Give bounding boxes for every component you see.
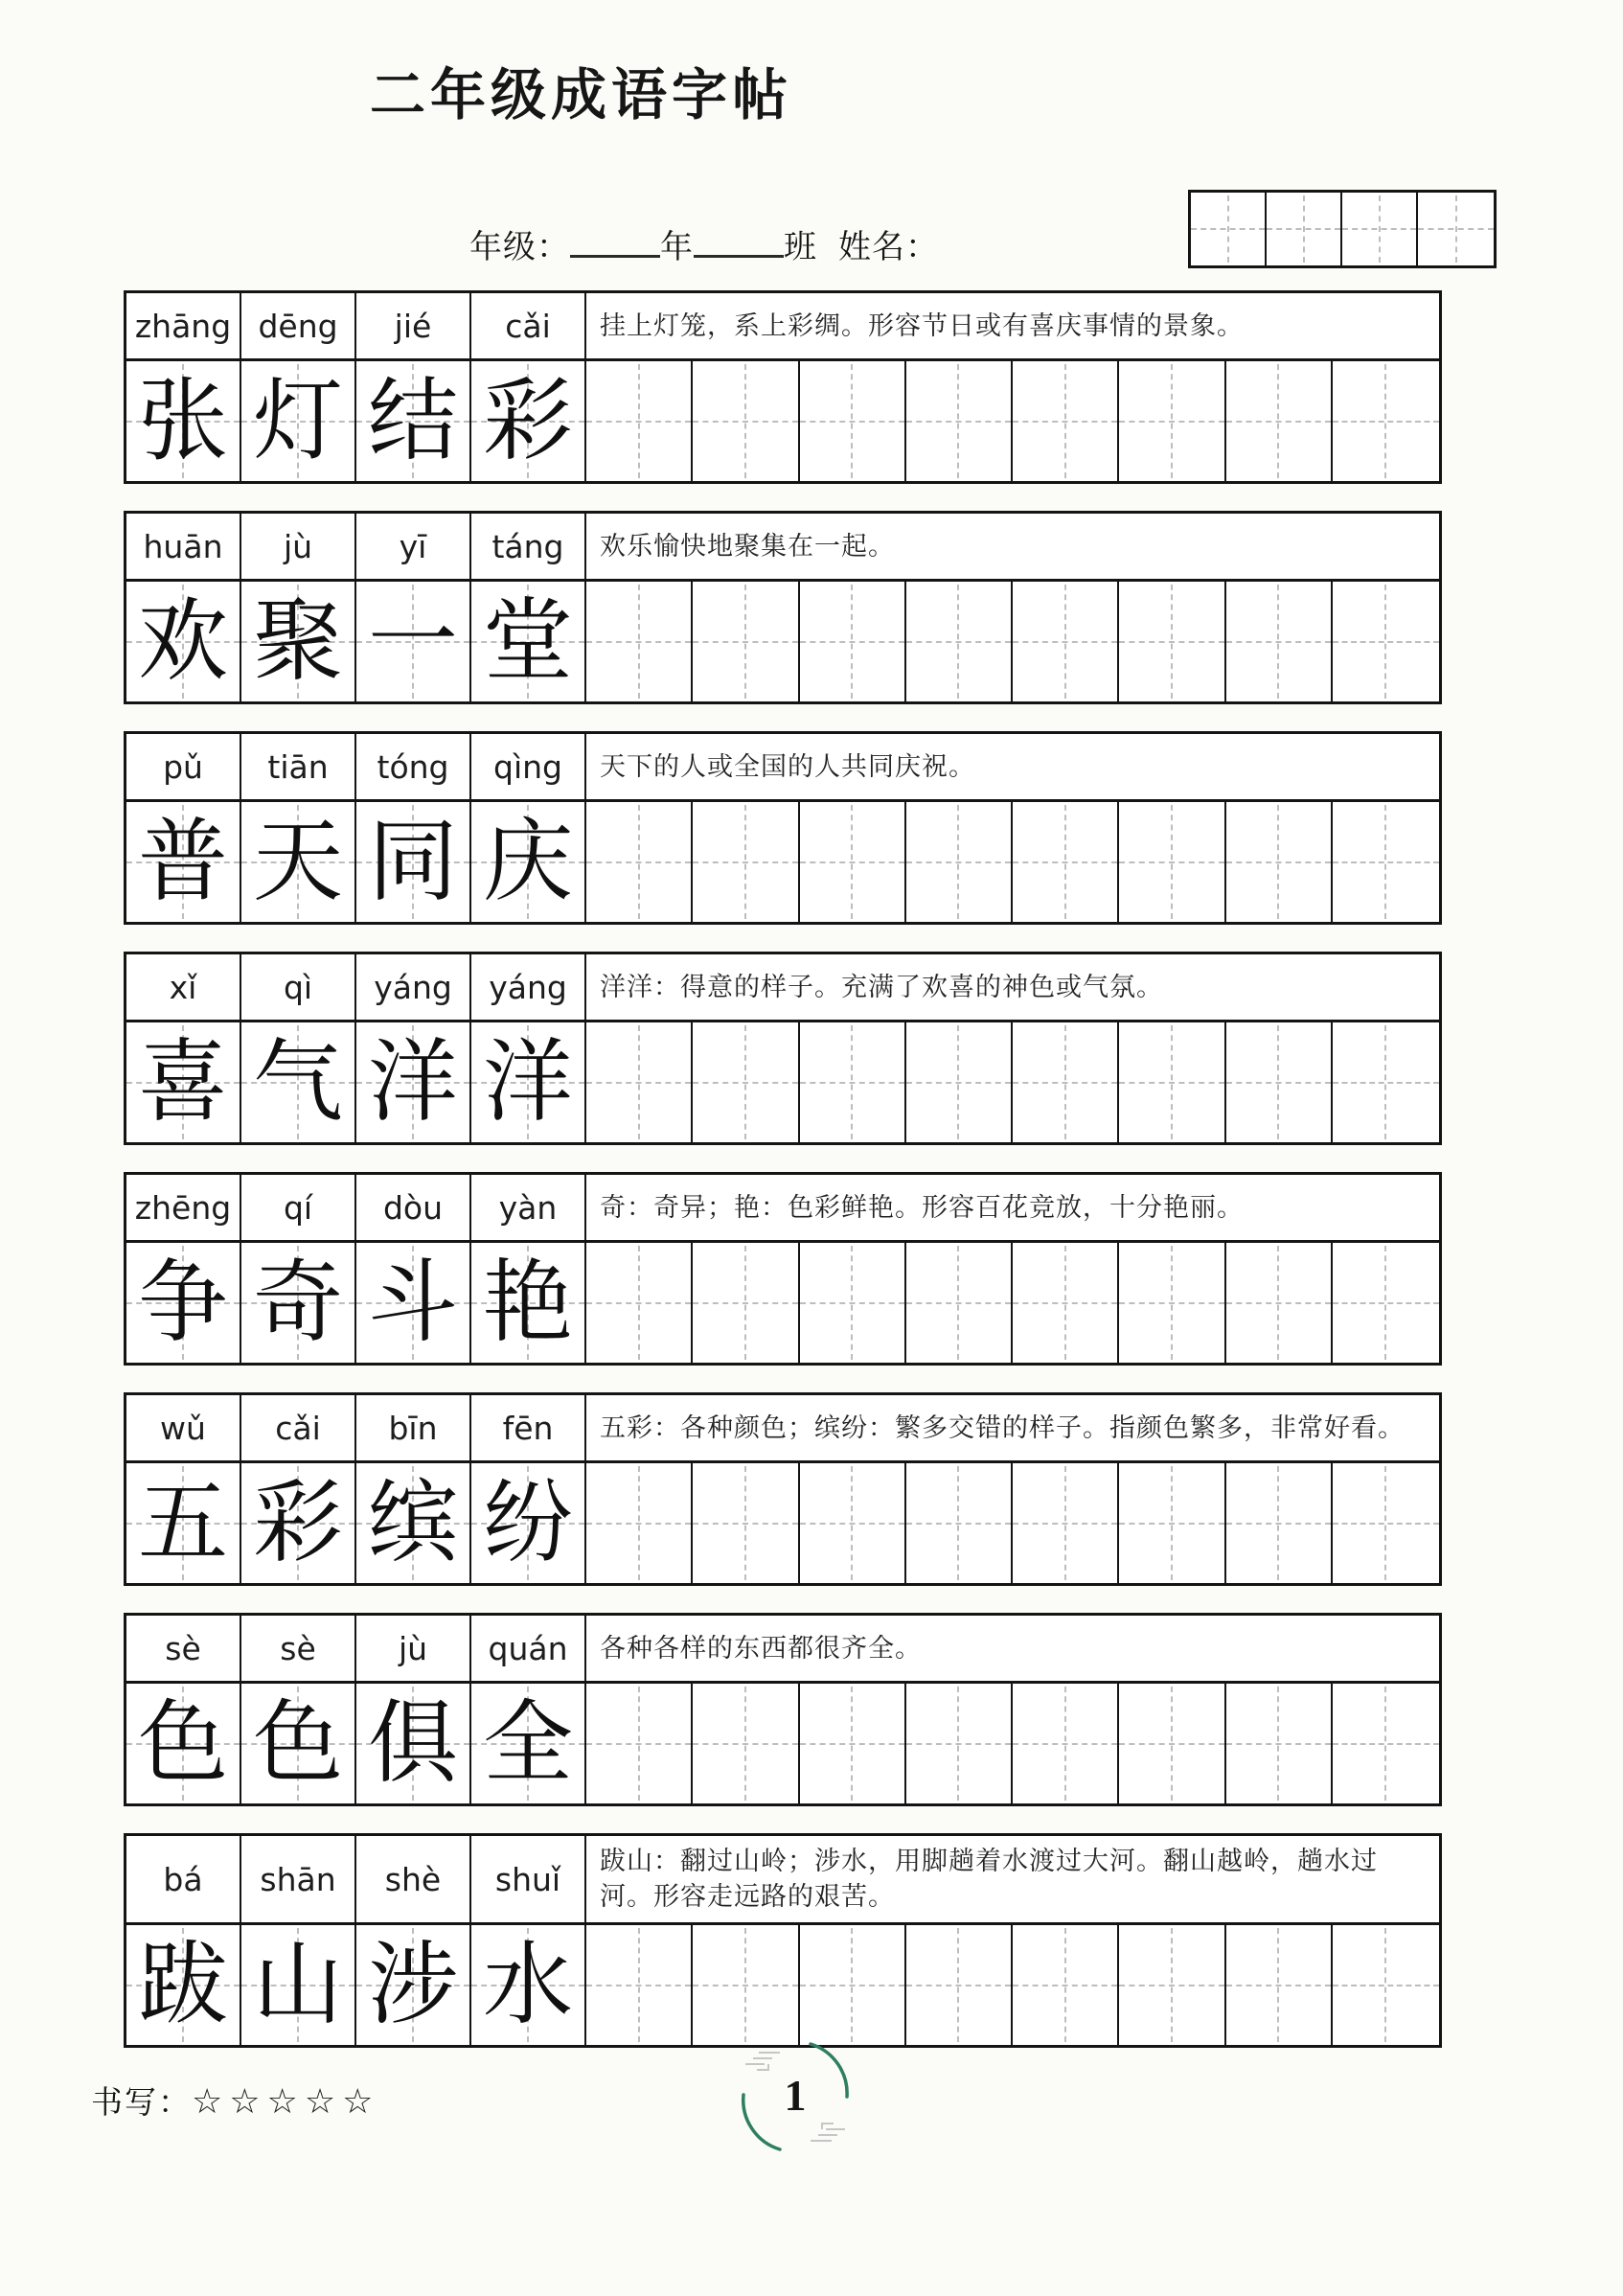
pinyin-text: xǐ [169,968,197,1006]
grade-label: 年级： [469,230,570,265]
practice-cell[interactable] [586,1463,693,1583]
practice-cell[interactable] [800,582,906,701]
character-cell [471,582,586,701]
pinyin-text: zhāng [134,307,232,345]
practice-cell[interactable] [1226,1243,1333,1363]
practice-cell[interactable] [1119,361,1225,481]
practice-cell[interactable] [1119,1684,1225,1803]
name-label: 姓名： [838,230,939,265]
pinyin-cell [356,1836,471,1922]
hanzi-text: 喜 [137,1032,228,1133]
hanzi-text: 灯 [252,371,343,471]
character-cell [241,1022,356,1142]
character-cell [126,361,241,481]
pinyin-cell [126,954,241,1020]
idiom-block [124,1392,1442,1586]
name-grid-cell[interactable] [1418,193,1494,265]
pinyin-text: tiān [267,747,329,786]
name-grid [1188,190,1497,268]
rating-stars: ☆☆☆☆☆ [192,2082,380,2121]
pinyin-cell [241,514,356,579]
practice-cell[interactable] [1013,1463,1119,1583]
pinyin-text: shuǐ [494,1860,561,1898]
practice-cell[interactable] [1013,582,1119,701]
pinyin-row [126,514,1439,582]
hanzi-text: 色 [252,1693,343,1794]
practice-cell[interactable] [1333,802,1439,922]
practice-cell[interactable] [1333,1022,1439,1142]
pinyin-cell [241,1395,356,1460]
character-cell [126,1243,241,1363]
pinyin-cell [356,954,471,1020]
practice-cell[interactable] [906,582,1013,701]
definition-cell [586,293,1439,358]
character-row [126,1463,1439,1583]
pinyin-text: yàn [498,1188,558,1227]
character-cell [471,1463,586,1583]
pinyin-text: jù [283,527,313,565]
hanzi-text: 彩 [482,371,573,471]
character-row [126,1022,1439,1142]
pinyin-text: jié [394,307,432,345]
character-cell [241,582,356,701]
hanzi-text: 艳 [482,1252,573,1353]
practice-cell[interactable] [1013,802,1119,922]
character-cell [126,1022,241,1142]
pinyin-text: sè [165,1629,201,1667]
practice-cell[interactable] [1119,1463,1225,1583]
name-grid-cell[interactable] [1191,193,1267,265]
practice-cell[interactable] [1226,1022,1333,1142]
pinyin-text: yáng [374,968,452,1006]
practice-cell[interactable] [586,802,693,922]
practice-cell[interactable] [693,1925,799,2045]
hanzi-text: 奇 [252,1252,343,1353]
hanzi-text: 堂 [482,591,573,692]
hanzi-text: 欢 [137,591,228,692]
practice-cell[interactable] [800,1243,906,1363]
hanzi-text: 涉 [367,1935,458,2035]
cloud-icon [745,2053,780,2070]
character-cell [241,1243,356,1363]
practice-cell[interactable] [693,1022,799,1142]
pinyin-cell [471,1836,586,1922]
practice-cell[interactable] [800,1684,906,1803]
definition-cell [586,1616,1439,1681]
practice-cell[interactable] [800,1463,906,1583]
pinyin-cell [471,1395,586,1460]
character-cell [471,1925,586,2045]
practice-cell[interactable] [586,582,693,701]
pinyin-cell [471,954,586,1020]
character-row [126,582,1439,701]
practice-cell[interactable] [1333,1684,1439,1803]
page-number: 1 [784,2071,807,2120]
pinyin-cell [241,734,356,799]
pinyin-cell [356,1395,471,1460]
hanzi-text: 全 [482,1693,573,1794]
hanzi-text: 洋 [367,1032,458,1133]
pinyin-cell [356,1616,471,1681]
practice-cell[interactable] [906,1243,1013,1363]
pinyin-cell [356,734,471,799]
idiom-table [124,290,1442,2075]
idiom-block [124,952,1442,1145]
hanzi-text: 彩 [252,1473,343,1573]
idiom-block [124,1833,1442,2048]
pinyin-text: shān [260,1860,336,1898]
pinyin-cell [241,1175,356,1240]
pinyin-cell [471,1616,586,1681]
pinyin-text: bá [163,1860,203,1898]
pinyin-cell [241,1616,356,1681]
character-cell [241,1463,356,1583]
practice-cell[interactable] [1226,582,1333,701]
pinyin-text: dēng [258,307,338,345]
name-grid-cell[interactable] [1342,193,1418,265]
pinyin-text: bīn [388,1409,438,1447]
practice-cell[interactable] [1333,582,1439,701]
class-label: 班 [784,230,817,265]
practice-cell[interactable] [1013,1243,1119,1363]
pinyin-text: shè [384,1860,442,1898]
definition-text: 欢乐愉快地聚集在一起。 [600,531,895,561]
character-cell [126,1925,241,2045]
grade-blank[interactable] [570,226,660,258]
practice-cell[interactable] [1226,361,1333,481]
definition-cell [586,1836,1439,1922]
idiom-block [124,731,1442,925]
hanzi-text: 五 [137,1473,228,1573]
practice-cell[interactable] [1119,1022,1225,1142]
pinyin-text: wǔ [160,1409,206,1447]
practice-cell[interactable] [1119,1925,1225,2045]
practice-cell[interactable] [693,1243,799,1363]
practice-cell[interactable] [1013,361,1119,481]
character-cell [471,1243,586,1363]
pinyin-cell [126,1175,241,1240]
practice-cell[interactable] [693,582,799,701]
character-cell [126,1684,241,1803]
character-cell [356,1463,471,1583]
name-grid-cell[interactable] [1267,193,1342,265]
practice-cell[interactable] [586,1684,693,1803]
character-row [126,802,1439,922]
character-row [126,361,1439,481]
hanzi-text: 张 [137,371,228,471]
pinyin-row [126,1395,1439,1463]
character-cell [126,582,241,701]
practice-cell[interactable] [586,361,693,481]
character-cell [241,1925,356,2045]
hanzi-text: 山 [252,1935,343,2035]
definition-text: 天下的人或全国的人共同庆祝。 [600,751,975,781]
practice-cell[interactable] [906,1925,1013,2045]
hanzi-text: 缤 [367,1473,458,1573]
pinyin-row [126,1616,1439,1684]
practice-cell[interactable] [1013,1022,1119,1142]
hanzi-text: 洋 [482,1032,573,1133]
page-title: 二年级成语字帖 [370,64,793,126]
year-label: 年 [660,230,694,265]
pinyin-text: yī [399,527,427,565]
pinyin-text: tóng [377,747,449,786]
pinyin-cell [126,1616,241,1681]
practice-cell[interactable] [586,1243,693,1363]
pinyin-cell [471,1175,586,1240]
pinyin-text: cǎi [505,307,551,345]
character-cell [356,802,471,922]
hanzi-text: 纷 [482,1473,573,1573]
pinyin-text: táng [491,527,564,565]
hanzi-text: 天 [252,812,343,912]
character-cell [356,1022,471,1142]
hanzi-text: 色 [137,1693,228,1794]
character-row [126,1684,1439,1803]
pinyin-text: jù [398,1629,428,1667]
hanzi-text: 同 [367,812,458,912]
hanzi-text: 俱 [367,1693,458,1794]
pinyin-text: qìng [493,747,562,786]
practice-cell[interactable] [906,1684,1013,1803]
pinyin-row [126,1175,1439,1243]
pinyin-cell [241,954,356,1020]
practice-cell[interactable] [1226,802,1333,922]
hanzi-text: 跋 [137,1935,228,2035]
character-cell [356,582,471,701]
character-cell [471,1022,586,1142]
pinyin-cell [126,1395,241,1460]
pinyin-text: qí [283,1188,313,1227]
cloud-icon [811,2124,845,2141]
pinyin-row [126,954,1439,1022]
character-cell [356,1684,471,1803]
character-row [126,1925,1439,2045]
class-blank[interactable] [694,226,784,258]
practice-cell[interactable] [1119,582,1225,701]
pinyin-row [126,293,1439,361]
footer-writing [91,2078,379,2123]
practice-cell[interactable] [1013,1684,1119,1803]
character-cell [126,1463,241,1583]
pinyin-text: fēn [502,1409,554,1447]
character-cell [471,1684,586,1803]
practice-cell[interactable] [906,1022,1013,1142]
practice-cell[interactable] [800,361,906,481]
practice-cell[interactable] [586,1925,693,2045]
idiom-block [124,1613,1442,1806]
practice-cell[interactable] [1013,1925,1119,2045]
character-cell [356,1243,471,1363]
practice-cell[interactable] [800,802,906,922]
pinyin-row [126,1836,1439,1925]
character-cell [241,1684,356,1803]
pinyin-row [126,734,1439,802]
character-row [126,1243,1439,1363]
practice-cell[interactable] [1226,1684,1333,1803]
pinyin-cell [126,1836,241,1922]
pinyin-cell [126,734,241,799]
idiom-block [124,1172,1442,1366]
hanzi-text: 气 [252,1032,343,1133]
pinyin-text: yáng [489,968,567,1006]
practice-cell[interactable] [586,1022,693,1142]
character-cell [241,802,356,922]
definition-cell [586,954,1439,1020]
practice-cell[interactable] [906,1463,1013,1583]
definition-text: 五彩：各种颜色；缤纷：繁多交错的样子。指颜色繁多，非常好看。 [600,1412,1405,1442]
practice-cell[interactable] [693,1463,799,1583]
practice-cell[interactable] [1333,1463,1439,1583]
practice-cell[interactable] [693,1684,799,1803]
practice-cell[interactable] [693,361,799,481]
character-cell [356,1925,471,2045]
character-cell [471,361,586,481]
pinyin-cell [471,514,586,579]
pinyin-text: dòu [382,1188,444,1227]
practice-cell[interactable] [1333,1243,1439,1363]
practice-cell[interactable] [800,1925,906,2045]
pinyin-cell [356,1175,471,1240]
character-cell [126,802,241,922]
hanzi-text: 聚 [252,591,343,692]
definition-cell [586,1175,1439,1240]
grade-name-line [469,220,939,267]
pinyin-text: cǎi [275,1409,321,1447]
pinyin-cell [126,514,241,579]
hanzi-text: 庆 [482,812,573,912]
pinyin-cell [241,1836,356,1922]
pinyin-text: quán [488,1629,568,1667]
hanzi-text: 普 [137,812,228,912]
idiom-block [124,511,1442,704]
practice-cell[interactable] [800,1022,906,1142]
definition-text: 各种各样的东西都很齐全。 [600,1633,922,1663]
definition-cell [586,514,1439,579]
practice-cell[interactable] [693,802,799,922]
pinyin-text: qì [283,968,313,1006]
pinyin-cell [471,293,586,358]
hanzi-text: 水 [482,1935,573,2035]
definition-text: 奇：奇异；艳：色彩鲜艳。形容百花竞放，十分艳丽。 [600,1192,1244,1222]
pinyin-cell [471,734,586,799]
definition-cell [586,734,1439,799]
practice-cell[interactable] [1119,802,1225,922]
hanzi-text: 争 [137,1252,228,1353]
hanzi-text: 一 [367,591,458,692]
pinyin-cell [356,293,471,358]
definition-text: 挂上灯笼，系上彩绸。形容节日或有喜庆事情的景象。 [600,310,1244,340]
pinyin-cell [356,514,471,579]
practice-cell[interactable] [1333,1925,1439,2045]
pinyin-text: sè [280,1629,316,1667]
definition-text: 洋洋：得意的样子。充满了欢喜的神色或气氛。 [600,972,1163,1001]
idiom-block [124,290,1442,484]
pinyin-cell [126,293,241,358]
pinyin-text: zhēng [134,1188,232,1227]
practice-cell[interactable] [1119,1243,1225,1363]
character-cell [356,361,471,481]
definition-cell [586,1395,1439,1460]
practice-cell[interactable] [906,802,1013,922]
practice-cell[interactable] [1333,361,1439,481]
practice-cell[interactable] [1226,1925,1333,2045]
pinyin-text: huān [143,527,223,565]
pinyin-cell [241,293,356,358]
writing-label: 书写： [91,2086,192,2121]
pinyin-text: pǔ [163,747,203,786]
hanzi-text: 结 [367,371,458,471]
character-cell [241,361,356,481]
character-cell [471,802,586,922]
definition-text: 跋山：翻过山岭；涉水，用脚趟着水渡过大河。翻山越岭，趟水过河。形容走远路的艰苦。 [600,1847,1378,1911]
practice-cell[interactable] [906,361,1013,481]
practice-cell[interactable] [1226,1463,1333,1583]
hanzi-text: 斗 [367,1252,458,1353]
